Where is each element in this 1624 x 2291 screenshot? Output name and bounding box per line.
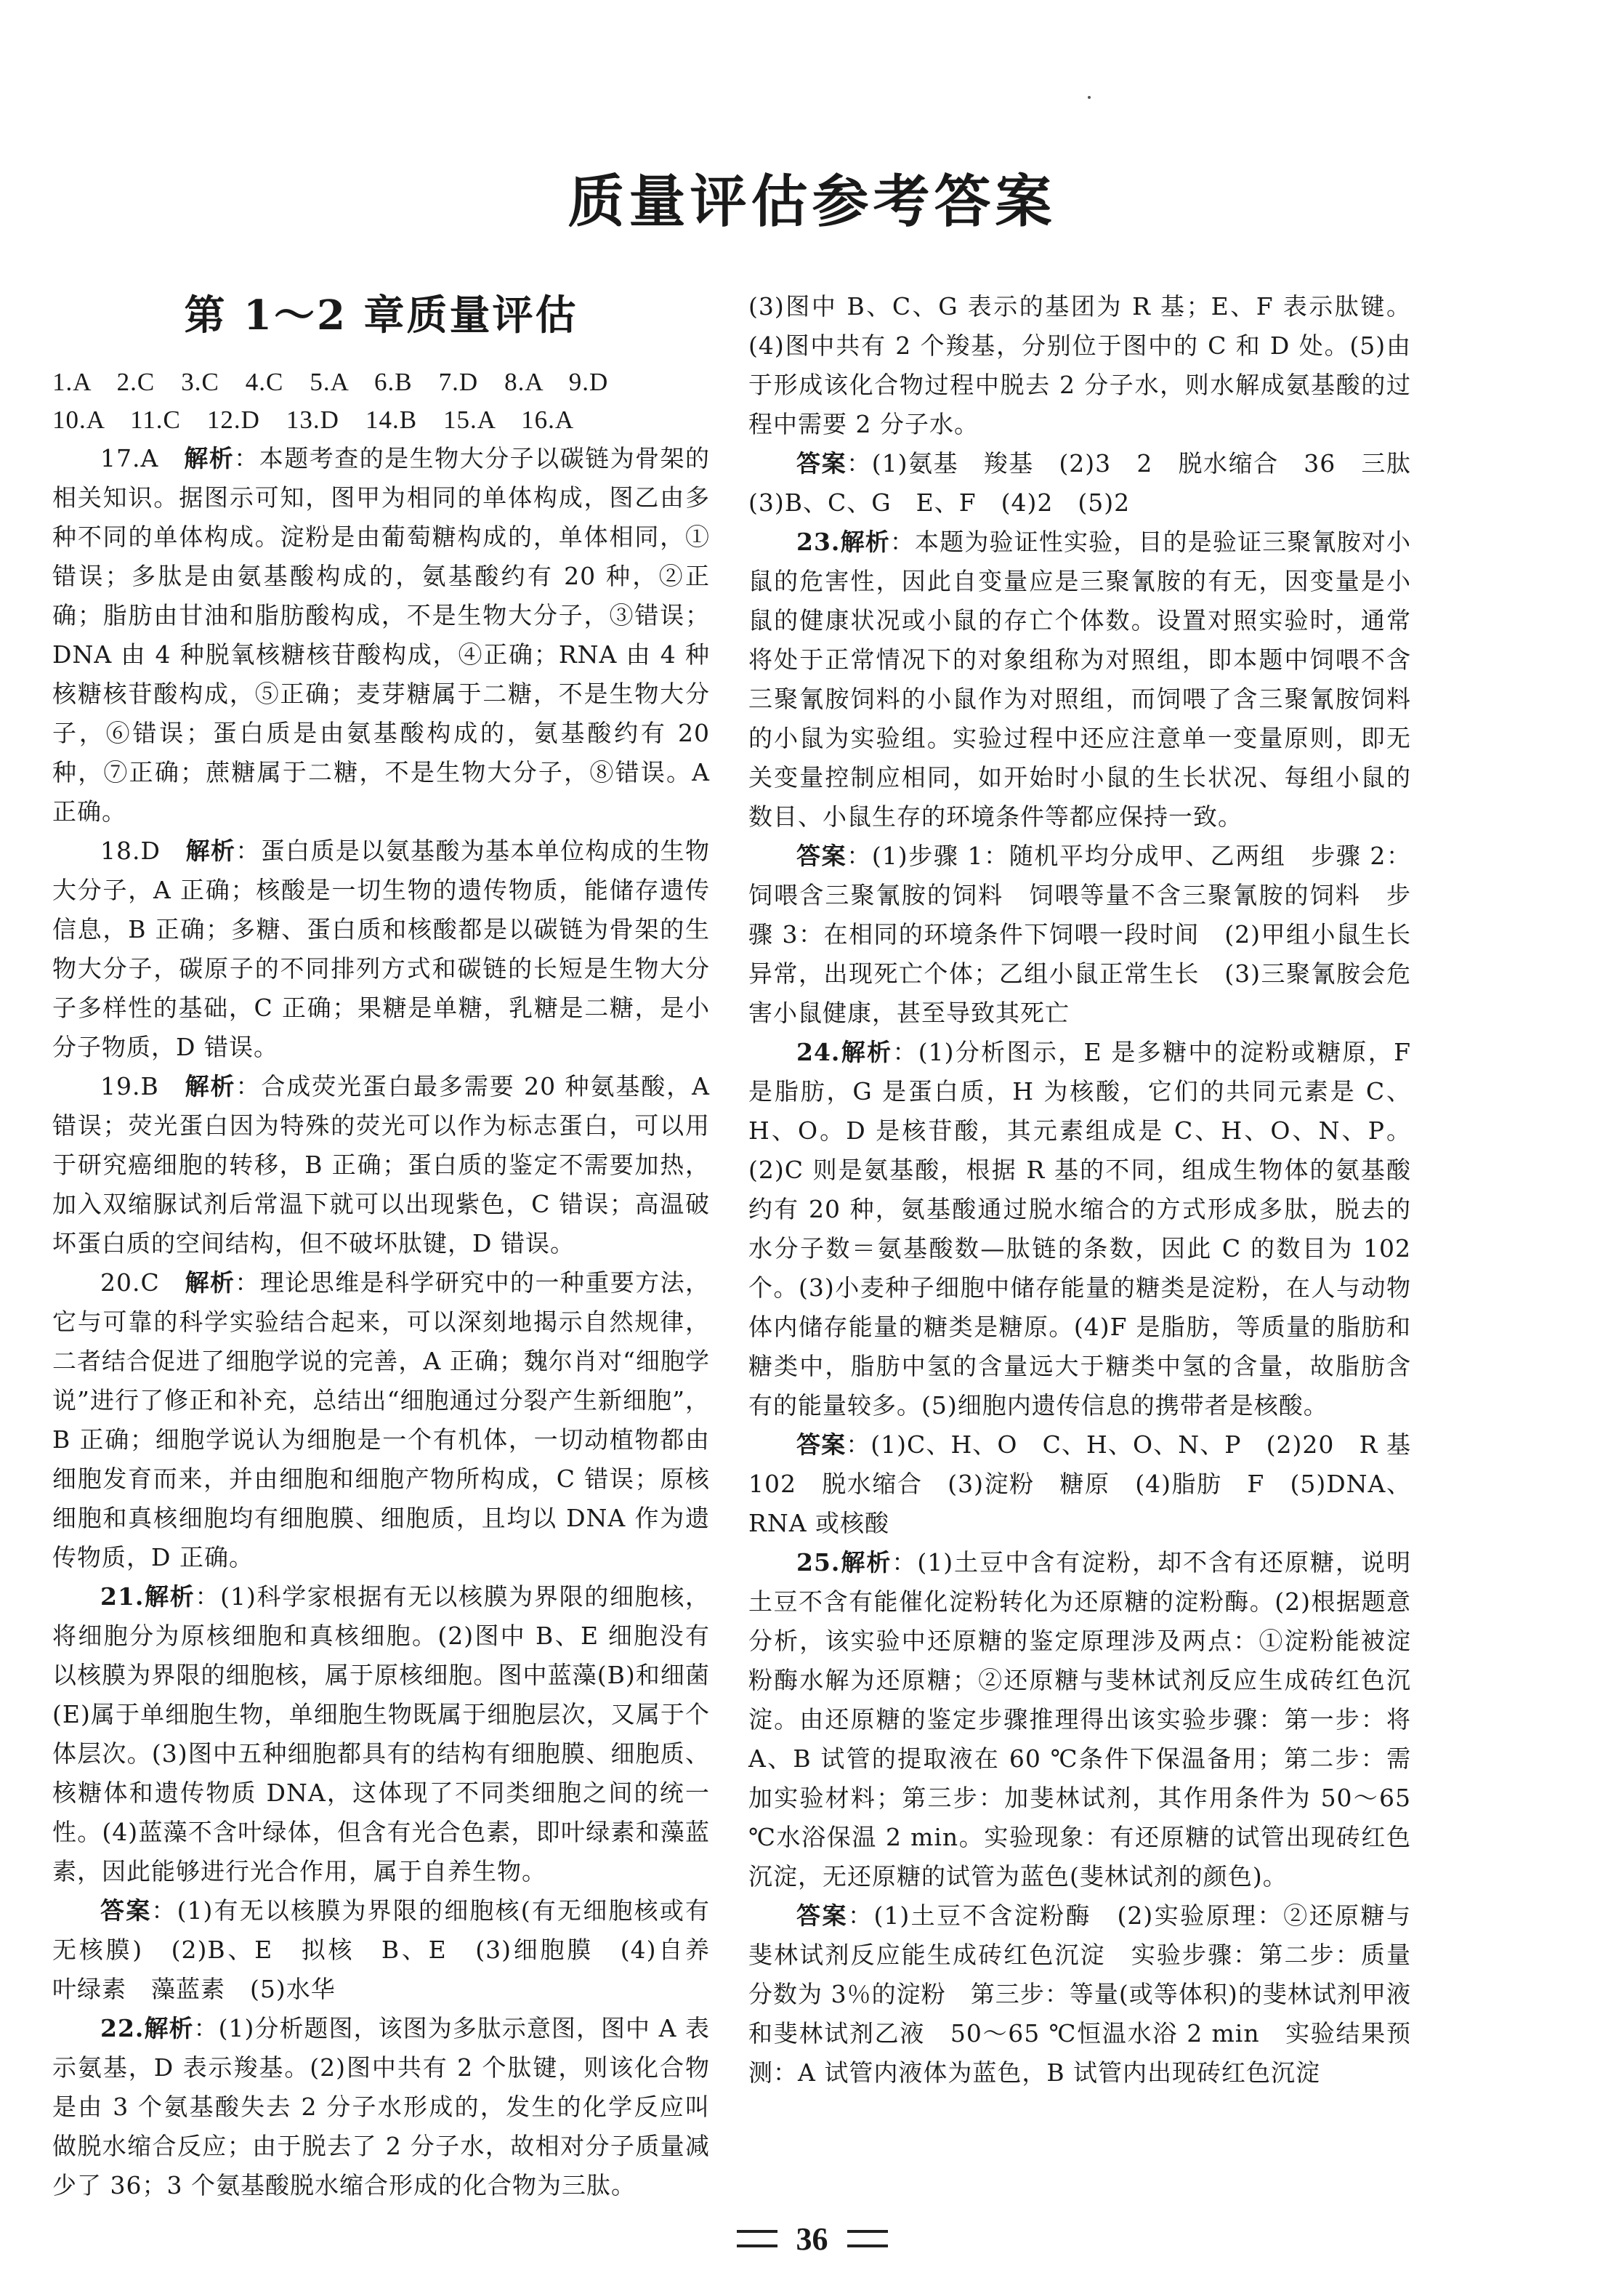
- answer-label: 答案: [796, 1901, 848, 1930]
- answer-text: ：(1)步骤 1：随机平均分成甲、乙两组 步骤 2：饲喂含三聚氰胺的饲料 饲喂等量不含三聚氰胺的饲料 步骤 3：在相同的环境条件下饲喂一段时间 (2)甲组小鼠生长异常，出现死亡个体；乙组小鼠正常生长 (3)三聚氰胺会危害小鼠健康，甚至导致其死亡: [748, 842, 1412, 1027]
- question-17: [52, 439, 710, 832]
- question-21: [52, 1577, 710, 1891]
- answer-text: ：(1)土豆不含淀粉酶 (2)实验原理：②还原糖与斐林试剂反应能生成砖红色沉淀 实验步骤：第二步：质量分数为 3％的淀粉 第三步：等量(或等体积)的斐林试剂甲液和斐林试剂乙液 50～65 ℃恒温水浴 2 min 实验结果预测：A 试管内液体为蓝色，B 试管内出现砖红色沉淀: [748, 1901, 1412, 2087]
- page-number: 36: [796, 2220, 828, 2257]
- question-number: 19.B: [100, 1072, 185, 1100]
- answer-text: ：(1)C、H、O C、H、O、N、P (2)20 R 基 102 脱水缩合 (3)淀粉 糖原 (4)脂肪 F (5)DNA、RNA 或核酸: [748, 1430, 1437, 1537]
- analysis-text: ：(1)分析图示，E 是多糖中的淀粉或糖原，F 是脂肪，G 是蛋白质，H 为核酸，它们的共同元素是 C、H、O。D 是核苷酸，其元素组成是 C、H、O、N、P。(2)C 则是氨基酸，根据 R 基的不同，组成生物体的氨基酸约有 20 种，氨基酸通过脱水缩合的方式形成多肽，脱去的水分子数＝氨基酸数—肽链的条数，因此 C 的数目为 102 个。(3)小麦种子细胞中储存能量的糖类是淀粉，在人与动物体内储存能量的糖类是糖原。(4)F 是脂肪，等质量的脂肪和糖类中，脂肪中氢的含量远大于糖类中氢的含量，故脂肪含有的能量较多。(5)细胞内遗传信息的携带者是核酸。: [748, 1038, 1412, 1420]
- answer-label: 答案: [100, 1896, 152, 1925]
- analysis-text: ：蛋白质是以氨基酸为基本单位构成的生物大分子，A 正确；核酸是一切生物的遗传物质，能储存遗传信息，B 正确；多糖、蛋白质和核酸都是以碳链为骨架的生物大分子，碳原子的不同排列方式和碳链的长短是生物大分子多样性的基础，C 正确；果糖是单糖，乳糖是二糖，是小分子物质，D 错误。: [52, 837, 710, 1061]
- answer-label: 答案: [796, 449, 847, 478]
- answer-23: [748, 837, 1411, 1033]
- choice-answers-line-2: 10.A 11.C 12.D 13.D 14.B 15.A 16.A: [52, 406, 575, 434]
- analysis-text: ：本题为验证性实验，目的是验证三聚氰胺对小鼠的危害性，因此自变量应是三聚氰胺的有无，因变量是小鼠的健康状况或小鼠的存亡个体数。设置对照实验时，通常将处于正常情况下的对象组称为对照组，即本题中饲喂不含三聚氰胺饲料的小鼠作为对照组，而饲喂了含三聚氰胺饲料的小鼠为实验组。实验过程中还应注意单一变量原则，即无关变量控制应相同，如开始时小鼠的生长状况、每组小鼠的数目、小鼠生存的环境条件等都应保持一致。: [748, 528, 1412, 831]
- question-19: [52, 1067, 710, 1263]
- answer-22: [748, 444, 1436, 523]
- scan-speck: [1088, 96, 1091, 99]
- question-24: [748, 1033, 1411, 1425]
- analysis-text: ：本题考查的是生物大分子以碳链为骨架的相关知识。据图示可知，图甲为相同的单体构成，图乙由多种不同的单体构成。淀粉是由葡萄糖构成的，单体相同，①错误；多肽是由氨基酸构成的，氨基酸约有 20 种，②正确；脂肪由甘油和脂肪酸构成，不是生物大分子，③错误；DNA 由 4 种脱氧核糖核苷酸构成，④正确；RNA 由 4 种核糖核苷酸构成，⑤正确；麦芽糖属于二糖，不是生物大分子，⑥错误；蛋白质是由氨基酸构成的，氨基酸约有 20 种，⑦正确；蔗糖属于二糖，不是生物大分子，⑧错误。A 正确。: [52, 444, 711, 826]
- question-number: 23.: [796, 528, 841, 556]
- answer-label: 答案: [796, 1430, 847, 1459]
- choice-answers-line-1: 1.A 2.C 3.C 4.C 5.A 6.B 7.D 8.A 9.D: [52, 368, 609, 396]
- chapter-title: 第 1～2 章质量评估: [184, 291, 578, 339]
- answer-25: [748, 1896, 1411, 2093]
- question-22-continued: (3)图中 B、C、G 表示的基团为 R 基；E、F 表示肽键。(4)图中共有 2 个羧基，分别位于图中的 C 和 D 处。(5)由于形成该化合物过程中脱去 2 分子水，则水解成氨基酸的过程中需要 2 分子水。: [748, 292, 1411, 438]
- question-number: 21.: [100, 1582, 145, 1611]
- analysis-label: 解析: [144, 2014, 194, 2042]
- question-number: 24.: [796, 1038, 841, 1066]
- question-25: [748, 1543, 1411, 1896]
- answer-label: 答案: [796, 842, 847, 870]
- answer-text: ：(1)有无以核膜为界限的细胞核(有无细胞核或有无核膜) (2)B、E 拟核 B、E (3)细胞膜 (4)自养 叶绿素 藻蓝素 (5)水华: [52, 1896, 735, 2003]
- right-column: [748, 287, 1437, 2093]
- analysis-text: ：理论思维是科学研究中的一种重要方法，它与可靠的科学实验结合起来，可以深刻地揭示自然规律，二者结合促进了细胞学说的完善，A 正确；魏尔肖对“细胞学说”进行了修正和补充，总结出“细胞通过分裂产生新细胞”，B 正确；细胞学说认为细胞是一个有机体，一切动植物都由细胞发育而来，并由细胞和细胞产物所构成，C 错误；原核细胞和真核细胞均有细胞膜、细胞质，且均以 DNA 作为遗传物质，D 正确。: [52, 1268, 711, 1571]
- analysis-text: ：(1)科学家根据有无以核膜为界限的细胞核，将细胞分为原核细胞和真核细胞。(2)图中 B、E 细胞没有以核膜为界限的细胞核，属于原核细胞。图中蓝藻(B)和细菌(E)属于单细胞生物，单细胞生物既属于细胞层次，又属于个体层次。(3)图中五种细胞都具有的结构有细胞膜、细胞质、核糖体和遗传物质 DNA，这体现了不同类细胞之间的统一性。(4)蓝藻不含叶绿体，但含有光合色素，即叶绿素和藻蓝素，因此能够进行光合作用，属于自养生物。: [52, 1582, 711, 1885]
- question-number: 17.A: [100, 444, 185, 472]
- question-number: 20.C: [100, 1268, 185, 1297]
- question-20: [52, 1263, 710, 1577]
- answer-text: ：(1)氨基 羧基 (2)3 2 脱水缩合 36 三肽 (3)B、C、G E、F (4)2 (5)2: [748, 449, 1436, 517]
- question-22: [52, 2009, 710, 2205]
- analysis-label: 解析: [840, 1038, 893, 1066]
- question-number: 22.: [100, 2014, 145, 2042]
- footer-rule-right: [847, 2230, 888, 2247]
- analysis-text: ：(1)土豆中含有淀粉，却不含有还原糖，说明土豆不含有能催化淀粉转化为还原糖的淀粉酶。(2)根据题意分析，该实验中还原糖的鉴定原理涉及两点：①淀粉能被淀粉酶水解为还原糖；②还原糖与斐林试剂反应生成砖红色沉淀。由还原糖的鉴定步骤推理得出该实验步骤：第一步：将 A、B 试管的提取液在 60 ℃条件下保温备用；第二步：需加实验材料；第三步：加斐林试剂，其作用条件为 50～65 ℃水浴保温 2 min。实验现象：有还原糖的试管出现砖红色沉淀，无还原糖的试管为蓝色(斐林试剂的颜色)。: [748, 1548, 1412, 1891]
- question-number: 25.: [796, 1548, 841, 1577]
- answer-21: [52, 1891, 735, 2009]
- footer-rule-left: [737, 2230, 777, 2247]
- analysis-label: 解析: [144, 1582, 195, 1611]
- page-title: 质量评估参考答案: [567, 169, 1057, 235]
- left-column: [52, 276, 735, 2205]
- analysis-text: ：(1)分析题图，该图为多肽示意图，图中 A 表示氨基，D 表示羧基。(2)图中共有 2 个肽键，则该化合物是由 3 个氨基酸失去 2 分子水形成的，发生的化学反应叫做脱水缩合反应；由于脱去了 2 分子水，故相对分子质量减少了 36；3 个氨基酸脱水缩合形成的化合物为三肽。: [52, 2014, 711, 2199]
- analysis-label: 解析: [185, 1072, 236, 1100]
- question-number: 18.D: [100, 837, 186, 865]
- question-18: [52, 832, 710, 1067]
- analysis-label: 解析: [185, 1268, 235, 1297]
- question-23: [748, 523, 1411, 837]
- analysis-label: 解析: [840, 528, 890, 556]
- analysis-label: 解析: [840, 1548, 892, 1577]
- answer-24: [748, 1425, 1437, 1543]
- analysis-label: 解析: [185, 837, 236, 865]
- page-footer: [0, 2217, 1624, 2260]
- analysis-text: ：合成荧光蛋白最多需要 20 种氨基酸，A 错误；荧光蛋白因为特殊的荧光可以作为标志蛋白，可以用于研究癌细胞的转移，B 正确；蛋白质的鉴定不需要加热，加入双缩脲试剂后常温下就可以出现紫色，C 错误；高温破坏蛋白质的空间结构，但不破坏肽键，D 错误。: [52, 1072, 710, 1257]
- analysis-label: 解析: [184, 444, 235, 472]
